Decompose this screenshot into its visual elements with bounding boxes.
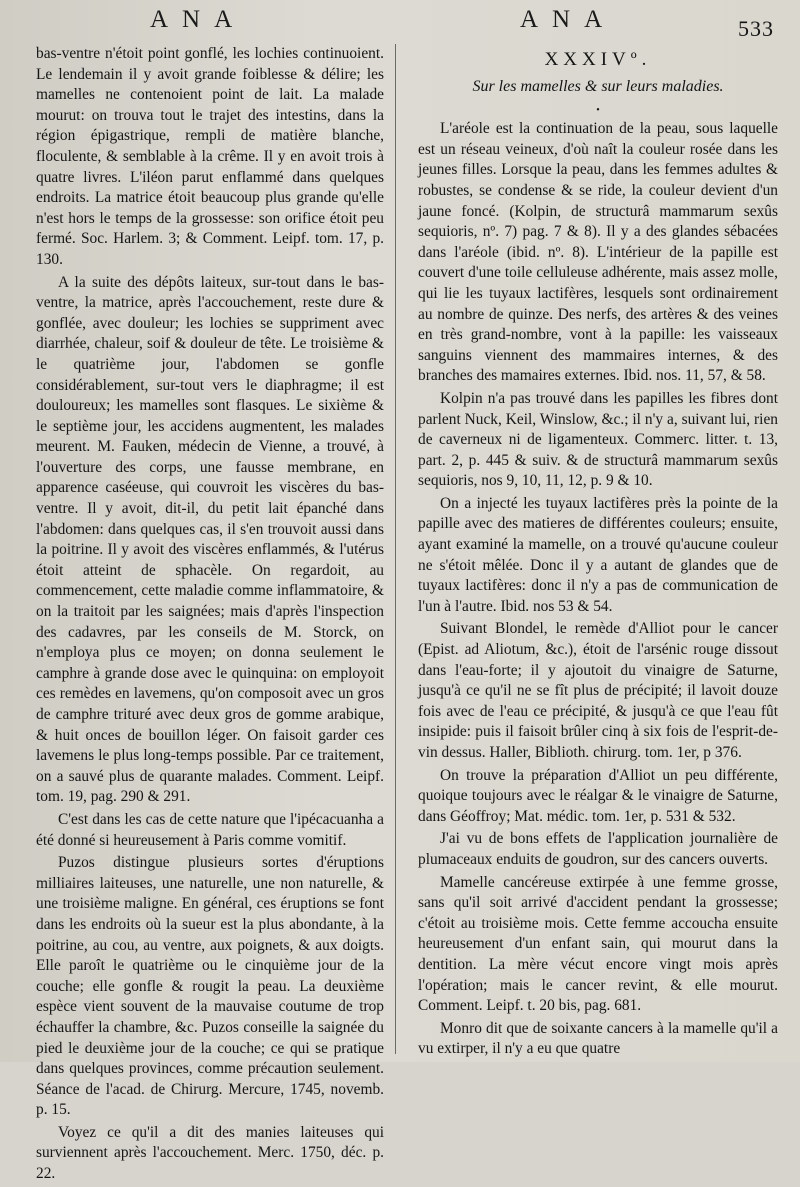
paragraph: On a injecté les tuyaux lactifères près la pointe de la papille avec des matieres de différentes couleurs; ensuite, ayant examiné la mamelle, on a trouvé qu'aucune couleur ne s'étoit mêlée. Donc il y a autant de glandes que de tuyaux lactifères: donc il n'y a pas de communication de l'un à l'autre. Ibid. nos 53 & 54. [418,494,778,615]
left-running-head: ANA [150,6,247,33]
right-column [418,48,778,1062]
section-title: Sur les mamelles & sur leurs maladies. [472,77,724,95]
paragraph: Monro dit que de soixante cancers à la mamelle qu'il a vu extirper, il n'y a eu que quatre [418,1019,778,1058]
paragraph: A la suite des dépôts laiteux, sur-tout dans le bas-ventre, la matrice, après l'accouchement, reste dure & gonflée, avec douleur; les lochies se suppriment avec diarrhée, chaleur, soif & douleur de tête. Le troisième & le quatrième jour, l'abdomen se gonfle considérablement, sur-tout vers le diaphragme; il est douloureux; les mamelles sont flasques. Le sixième & le septième jour, les accidens augmentent, les malades meurent. M. Fauken, médecin de Vienne, a trouvé, à l'ouverture des corps, une fausse membrane, en apparence caséeuse, qui couvroit les viscères du bas-ventre. Il y avoit, dit-il, du petit lait épanché dans l'abdomen: dans quelques cas, il s'en trouvoit aussi dans la poitrine. Il y avoit des viscères enflammés, & l'utérus étoit atteint de sphacèle. On regardoit, au commencement, cette maladie comme inflammatoire, & on la traitoit par les saignées; mais d'après l'inspection des cadavres, par les conseils de M. Storck, on n'employa plus ce moyen; on donna seulement le camphre à grande dose avec le quinquina: on employoit ces remèdes en lavemens, qu'on composoit avec un gros de camphre trituré avec deux gros de gomme arabique, & huit onces de bouillon léger. On faisoit garder ces lavemens le plus long-temps possible. Par ce traitement, on a sauvé plus de quarante malades. Comment. Leipf. tom. 19, pag. 290 & 291. [36,273,384,806]
paragraph: L'aréole est la continuation de la peau, sous laquelle est un réseau veineux, d'où naît la couleur rosée dans les jeunes filles. Lorsque la peau, dans les femmes adultes & robustes, se condense & se ride, la couleur devient d'un jaune foncé. (Kolpin, de structurâ mammarum sexûs sequioris, nº. 7) pag. 7 & 8). Il y a des glandes sébacées dans l'aréole (ibid. nº. 8). L'intérieur de la papille est couvert d'une toile celluleuse adhérente, mais assez molle, qui lie les tuyaux lactifères, lesquels sont ordinairement au nombre de quinze. Des nerfs, des artères & des veines en très grand-nombre, vont à la papille: les vaisseaux sanguins viennent des mammaires internes, & des branches des mamaires externes. Ibid. nos. 11, 57, & 58. [418,120,778,385]
page-number: 533 [738,16,774,41]
paragraph: Kolpin n'a pas trouvé dans les papilles les fibres dont parlent Nuck, Keil, Winslow, &c.; il n'y a, suivant lui, rien de caverneux ni de ligamenteux. Commerc. litter. t. 13, part. 2, p. 445 & suiv. & de structurâ mammarum sexûs sequioris, nos 9, 10, 11, 12, p. 9 & 10. [418,389,778,490]
left-column [36,44,384,1187]
paragraph: Suivant Blondel, le remède d'Alliot pour le cancer (Epist. ad Aliotum, &c.), étoit de l'arsénic rouge dissout dans l'eau-forte; il y ajoutoit du vinaigre de Saturne, jusqu'à ce qu'il ne se fît plus de précipité; il lavoit douze fois avec de l'eau ce précipité, & jusqu'à ce que l'eau fût insipide: puis il faisoit brûler cinq à six fois de l'esprit-de-vin dessus. Haller, Biblioth. chirurg. tom. 1er, p 376. [418,620,778,761]
ornament-dot: • [596,105,600,117]
column-divider [395,44,396,1054]
right-running-head: ANA [520,6,617,33]
paragraph: Voyez ce qu'il a dit des manies laiteuses qui surviennent après l'accouchement. Merc. 1750, déc. p. 22. [36,1123,384,1183]
paragraph: Puzos distingue plusieurs sortes d'éruptions milliaires laiteuses, une naturelle, une non naturelle, & une troisième maligne. En général, ces éruptions se font dans les endroits où la sueur est la plus abondante, à la poitrine, au cou, au ventre, aux poignets, & aux doigts. Elle paroît le quatrième ou le cinquième jour de la couche; elle gonfle & rougit la peau. La deuxième espèce vient souvent de la mauvaise coutume de trop échauffer la chambre, &c. Puzos conseille la saignée du pied le deuxième jour de la couche; ce qui se pratique dans quelques provinces, comme précaution seulement. Séance de l'acad. de Chirurg. Mercure, 1745, novemb. p. 15. [36,854,384,1119]
paragraph: Mamelle cancéreuse extirpée à une femme grosse, sans qu'il soit arrivé d'accident pendant la grossesse; c'étoit au troisième mois. Cette femme accoucha ensuite heureusement d'un enfant sain, qui mourut dans la dentition. La mère vécut encore vingt mois après l'opération; mais le cancer revint, & elle mourut. Comment. Leipf. t. 20 bis, pag. 681. [418,873,778,1015]
section-number: XXXIVº. [544,49,652,70]
paragraph: On trouve la préparation d'Alliot un peu différente, quoique toujours avec le réalgar & le vinaigre de Saturne, dans Géoffroy; Mat. médic. tom. 1er, p. 531 & 532. [418,766,778,825]
paragraph: bas-ventre n'étoit point gonflé, les lochies continuoient. Le lendemain il y avoit grande foiblesse & délire; les mamelles ne contenoient point de lait. La malade mourut: on trouva tout le trajet des intestins, dans la région épigastrique, rempli de matière blanche, floculente, & semblable à la crême. Il y en avoit trois à quatre livres. L'iléon parut enflammé dans quelques endroits. La matrice étoit beaucoup plus grande qu'elle n'est hors le temps de la grossesse: son orifice étoit peu fermé. Soc. Harlem. 3; & Comment. Leipf. tom. 17, p. 130. [36,45,384,268]
paragraph: J'ai vu de bons effets de l'application journalière de plumaceaux enduits de goudron, sur des cancers ouverts. [418,830,778,868]
paragraph: C'est dans les cas de cette nature que l'ipécacuanha a été donné si heureusement à Paris comme vomitif. [36,810,384,849]
